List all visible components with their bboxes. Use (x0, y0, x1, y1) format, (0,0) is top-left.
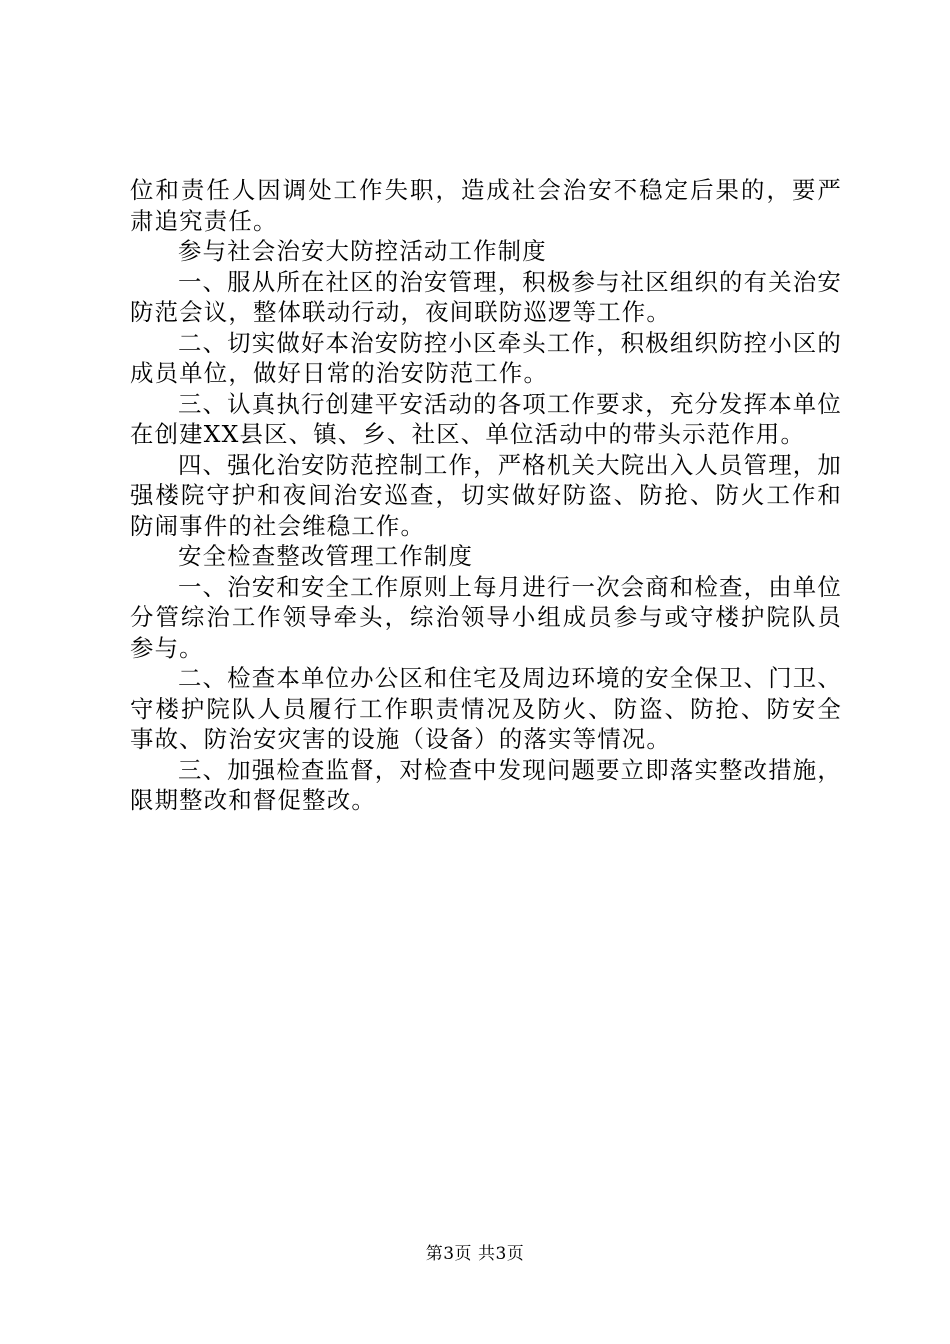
section-heading-safety-inspection: 安全检查整改管理工作制度 (178, 542, 474, 570)
paragraph-continuation: 位和责任人因调处工作失职，造成社会治安不稳定后果的，要严肃追究责任。 (130, 176, 842, 235)
paragraph-item: 四、强化治安防范控制工作，严格机关大院出入人员管理，加强楼院守护和夜间治安巡查，切实做好防盗、防抢、防火工作和防闹事件的社会维稳工作。 (130, 450, 842, 540)
page-number-footer: 第3页 共3页 (425, 1244, 525, 1264)
document-body (130, 175, 842, 816)
paragraph-item: 二、检查本单位办公区和住宅及周边环境的安全保卫、门卫、守楼护院队人员履行工作职责情况及防火、防盗、防抢、防安全事故、防治安灾害的设施（设备）的落实等情况。 (130, 664, 842, 753)
paragraph-item: 三、加强检查监督，对检查中发现问题要立即落实整改措施，限期整改和督促整改。 (130, 755, 842, 814)
section-heading-public-security-prevention: 参与社会治安大防控活动工作制度 (178, 237, 547, 265)
paragraph-item: 三、认真执行创建平安活动的各项工作要求，充分发挥本单位在创建XX县区、镇、乡、社区、单位活动中的带头示范作用。 (130, 389, 842, 448)
paragraph-item: 一、服从所在社区的治安管理，积极参与社区组织的有关治安防范会议，整体联动行动，夜间联防巡逻等工作。 (130, 267, 842, 326)
paragraph-item: 一、治安和安全工作原则上每月进行一次会商和检查，由单位分管综治工作领导牵头，综治领导小组成员参与或守楼护院队员参与。 (130, 572, 842, 662)
paragraph-item: 二、切实做好本治安防控小区牵头工作，积极组织防控小区的成员单位，做好日常的治安防范工作。 (130, 328, 842, 387)
